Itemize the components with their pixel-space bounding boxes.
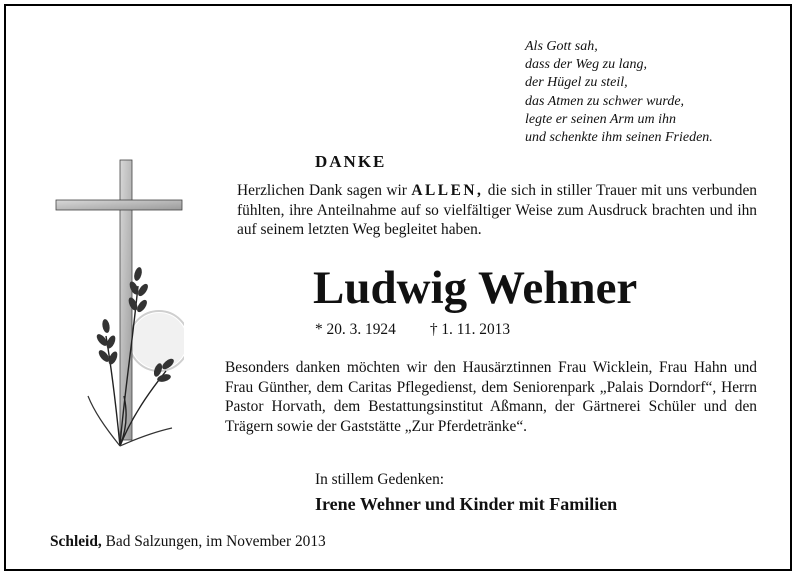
thanks-paragraph: [237, 181, 757, 240]
place-rest: Bad Salzungen, im November 2013: [101, 533, 326, 550]
thanks-text-start: Herzlichen Dank sagen wir: [237, 182, 412, 199]
place-and-date: [50, 533, 326, 551]
family-signature: Irene Wehner und Kinder mit Familien: [315, 494, 618, 514]
special-thanks-paragraph: Besonders danken möchten wir den Hausärztinnen Frau Wicklein, Frau Hahn und Frau Günther, dem Caritas Pflegedienst, dem Seniorenpark „Palais Dorndorf“, Herrn Pastor Horvath, dem Bestattungsinstitut Aßmann, der Gärtnerei Schüler und den Trägern sowie der Gaststätte „Zur Pferdetränke“.: [225, 359, 757, 435]
poem-line: das Atmen zu schwer wurde,: [525, 93, 685, 109]
poem-line: dass der Weg zu lang,: [525, 57, 647, 73]
deceased-name: Ludwig Wehner: [313, 262, 638, 314]
birth-date: * 20. 3. 1924: [315, 321, 396, 338]
danke-heading: DANKE: [315, 152, 387, 171]
thanks-text-end: die sich in stiller Trauer mit uns verbunden fühlten, ihre Anteilnahme auf so vielfältiger Weise zum Ausdruck brachten und ihn auf seinem letzten Weg begleitet haben.: [237, 182, 757, 238]
death-date: † 1. 11. 2013: [429, 321, 511, 338]
place-town: Schleid,: [50, 533, 102, 550]
poem-line: Als Gott sah,: [525, 39, 598, 54]
thanks-emphasis: ALLEN,: [411, 182, 484, 199]
poem-line: legte er seinen Arm um ihn: [525, 111, 676, 127]
memory-line: In stillem Gedenken:: [315, 471, 445, 488]
cross-with-wheat-icon: [54, 156, 184, 456]
obituary-frame: [4, 4, 792, 571]
poem-line: und schenkte ihm seinen Frieden.: [525, 130, 713, 146]
poem-line: der Hügel zu steil,: [525, 75, 628, 91]
life-dates: [315, 321, 510, 339]
poem: [525, 38, 713, 147]
